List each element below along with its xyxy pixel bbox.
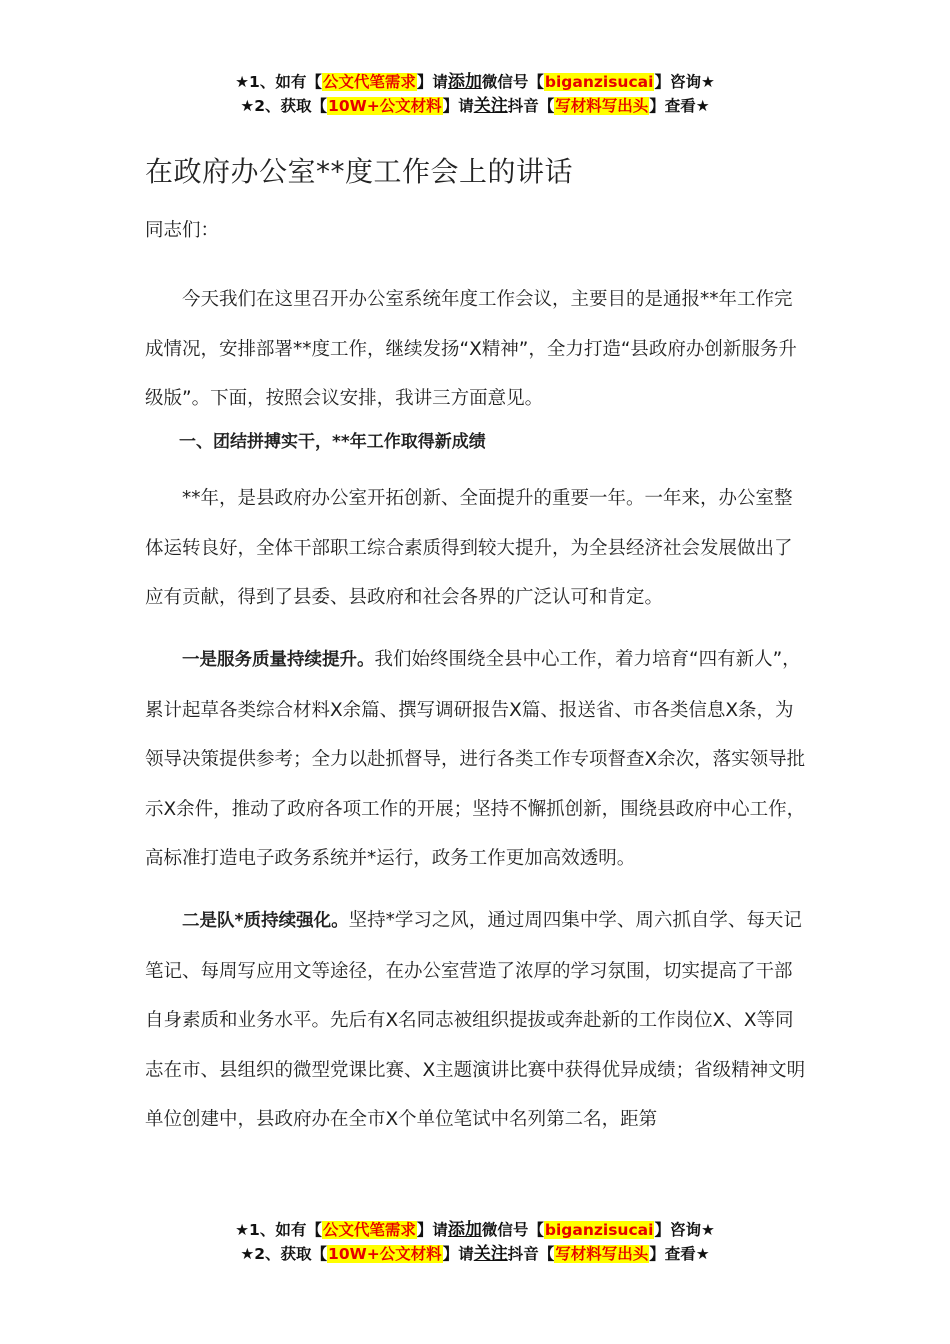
section-heading-1: 一、团结拼搏实干，**年工作取得新成绩	[179, 432, 486, 452]
promo-text: 】请	[442, 1245, 474, 1263]
promo-text: ★2、获取【	[240, 97, 328, 115]
paragraph-body: 我们始终围绕全县中心工作，着力培育“四有新人”，累计起草各类综合材料X余篇、撰写调研报告X篇、报送省、市各类信息X条，为领导决策提供参考；全力以赴抓督导，进行各类工作专项督查X余次，落实领导批示X余件，推动了政府各项工作的开展；坚持不懈抓创新，围绕县政府中心工作，高标准打造电子政务系统并*运行，政务工作更加高效透明。	[145, 649, 806, 870]
promo-banner-bottom	[0, 1218, 950, 1266]
promo-line-2	[0, 1242, 950, 1266]
promo-text: 】查看★	[649, 97, 710, 115]
promo-highlight: 10W+公文材料	[328, 1245, 442, 1263]
promo-text: 】查看★	[649, 1245, 710, 1263]
paragraph-intro: 今天我们在这里召开办公室系统年度工作会议，主要目的是通报**年工作完成情况，安排部署**度工作，继续发扬“X精神”，全力打造“县政府办创新服务升级版”。下面，按照会议安排，我讲三方面意见。	[145, 289, 797, 410]
paragraph-body: 坚持*学习之风，通过周四集中学、周六抓自学、每天记笔记、每周写应用文等途径，在办公室营造了浓厚的学习氛围，切实提高了干部自身素质和业务水平。先后有X名同志被组织提拔或奔赴新的工作岗位X、X等同志在市、县组织的微型党课比赛、X主题演讲比赛中获得优异成绩；省级精神文明单位创建中，县政府办在全市X个单位笔试中名列第二名，距第	[145, 910, 806, 1131]
promo-highlight: 10W+公文材料	[328, 97, 442, 115]
promo-text: ★1、如有【	[235, 1221, 322, 1239]
promo-text: ★2、获取【	[240, 1245, 328, 1263]
promo-text: 抖音【	[507, 1245, 555, 1263]
promo-banner-top	[0, 70, 950, 118]
promo-underline: 添加	[447, 72, 482, 92]
promo-text: 】请	[416, 1221, 448, 1239]
paragraph-team-quality	[145, 896, 810, 1145]
promo-highlight: biganzisucai	[544, 1221, 654, 1239]
promo-line-1	[0, 1218, 950, 1242]
promo-highlight: 写材料写出头	[555, 97, 649, 115]
paragraph-service-quality	[145, 635, 810, 884]
paragraph-summary: **年，是县政府办公室开拓创新、全面提升的重要一年。一年来，办公室整体运转良好，全体干部职工综合素质得到较大提升，为全县经济社会发展做出了应有贡献，得到了县委、县政府和社会各界的广泛认可和肯定。	[145, 488, 793, 609]
promo-text: 微信号【	[481, 1221, 544, 1239]
promo-highlight: biganzisucai	[544, 73, 654, 91]
promo-text: 】咨询★	[654, 73, 715, 91]
promo-highlight: 公文代笔需求	[322, 73, 416, 91]
promo-line-1	[0, 70, 950, 94]
salutation: 同志们：	[145, 220, 220, 241]
promo-highlight: 公文代笔需求	[322, 1221, 416, 1239]
paragraph-lead: 二是队*质持续强化。	[182, 911, 349, 931]
promo-text: ★1、如有【	[235, 73, 322, 91]
promo-underline: 关注	[473, 96, 508, 116]
promo-text: 】咨询★	[654, 1221, 715, 1239]
promo-text: 】请	[442, 97, 474, 115]
paragraph-lead: 一是服务质量持续提升。	[182, 650, 375, 670]
promo-text: 】请	[416, 73, 448, 91]
promo-text: 微信号【	[481, 73, 544, 91]
promo-text: 抖音【	[507, 97, 555, 115]
promo-line-2	[0, 94, 950, 118]
document-title: 在政府办公室**度工作会上的讲话	[145, 155, 574, 188]
promo-highlight: 写材料写出头	[555, 1245, 649, 1263]
promo-underline: 关注	[473, 1244, 508, 1264]
promo-underline: 添加	[447, 1220, 482, 1240]
